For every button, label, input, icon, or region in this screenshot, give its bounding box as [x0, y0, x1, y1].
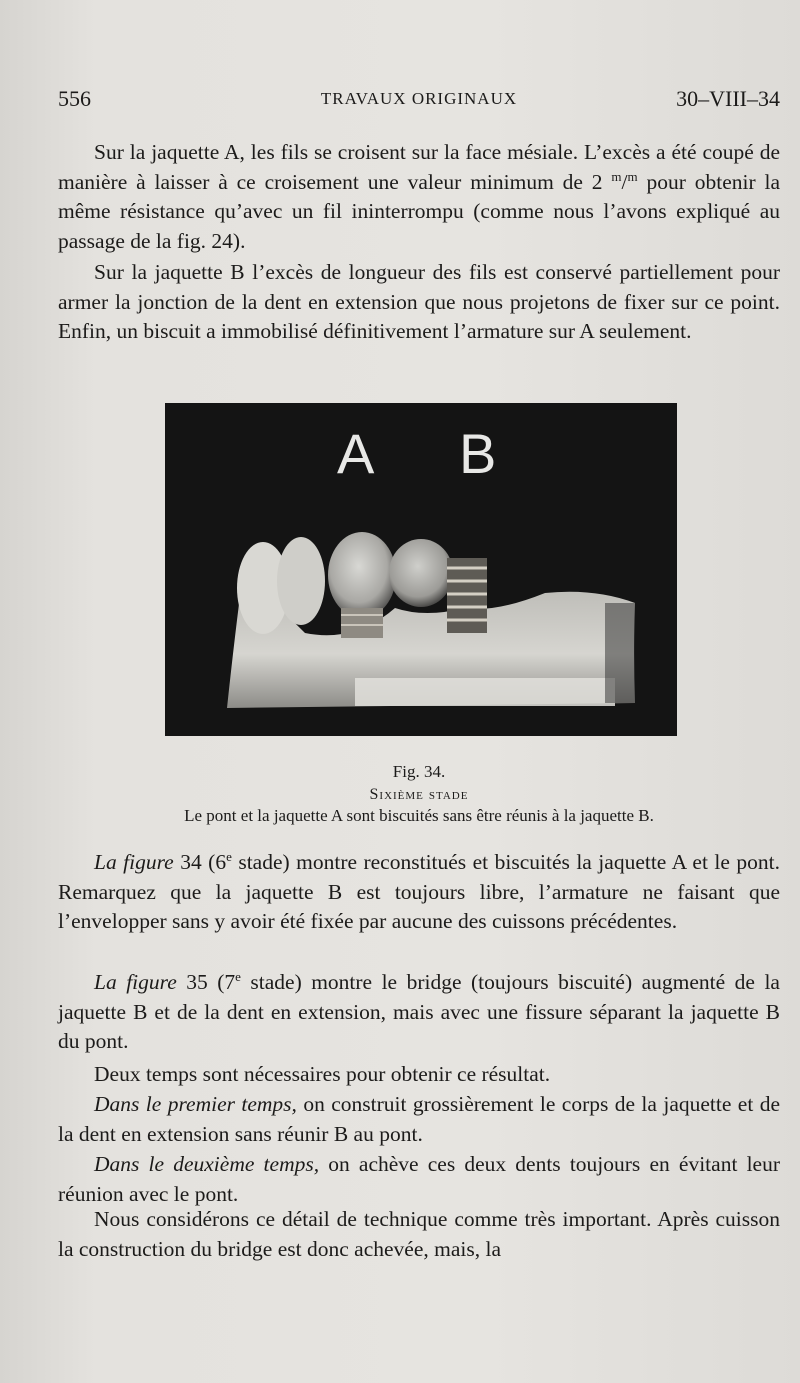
paragraph-2: Sur la jaquette B l’excès de longueur des fils est conservé partiellement pour armer la jonction de la dent en extension que nous projetons de fixer sur ce point. Enfin, un biscuit a immobilisé définitivement l’armature sur A seulement. — [58, 260, 780, 343]
paragraph-4 — [58, 968, 780, 1057]
p3-text-b: stade) montre reconstitués et biscuités la jaquette A et le pont. Remarquez que la jaquette B est toujours libre, l’armature ne faisant que l’envelopper sans y avoir été fixée par aucune des cuissons précédentes. — [58, 850, 780, 933]
p3-text-a: 34 (6 — [173, 850, 227, 874]
page-number: 556 — [58, 86, 91, 111]
paragraph-5: Deux temps sont nécessaires pour obtenir ce résultat. — [94, 1062, 551, 1086]
figure-label-b: B — [459, 422, 497, 485]
figure-caption-label: Fig. 34. — [392, 762, 446, 781]
figure-caption-stage: Sixième stade — [369, 786, 469, 803]
p7-text: on achève ces deux dents toujours en évitant leur réunion avec le pont. — [58, 1152, 780, 1206]
p1-text-a: Sur la jaquette A, les fils se croisent sur la face mésiale. L’excès a été coupé de manière à laisser à ce croisement une valeur minimum de 2 — [58, 140, 780, 194]
paragraph-8: Nous considérons ce détail de technique comme très important. Après cuisson la construction du bridge est donc achevée, mais, la — [58, 1207, 780, 1261]
paragraph-6 — [58, 1090, 780, 1149]
paragraph-7 — [58, 1150, 780, 1209]
p1-slash: / — [621, 169, 628, 194]
p3-sup: e — [226, 848, 232, 864]
p6-emphasis: Dans le premier temps, — [94, 1092, 297, 1116]
figure-34-photo — [165, 403, 677, 736]
paragraph-3 — [58, 848, 780, 937]
running-title: TRAVAUX ORIGINAUX — [320, 89, 518, 108]
p3-emphasis: La figure — [94, 850, 174, 874]
dental-bridge-photo — [165, 403, 677, 736]
p4-text-a: 35 (7 — [176, 970, 236, 994]
p1-sup-m2: m — [627, 168, 638, 184]
p1-sup-m1: m — [611, 168, 622, 184]
figure-label-a: A — [337, 422, 375, 485]
p6-text: on construit grossièrement le corps de la jaquette et de la dent en extension sans réunir B au pont. — [58, 1092, 781, 1146]
p4-emphasis: La figure — [94, 970, 177, 994]
p4-sup: e — [235, 968, 241, 984]
page-header — [58, 86, 780, 116]
p7-emphasis: Dans le deuxième temps, — [94, 1152, 320, 1176]
p4-text-b: stade) montre le bridge (toujours biscuité) augmenté de la jaquette B et de la dent en extension, mais avec une fissure séparant la jaquette B du pont. — [58, 970, 780, 1053]
paragraph-1 — [58, 138, 780, 256]
figure-caption-text: Le pont et la jaquette A sont biscuités sans être réunis à la jaquette B. — [184, 806, 654, 825]
header-date: 30–VIII–34 — [676, 86, 780, 111]
p1-text-b: pour obtenir la même résistance qu’avec un fil ininterrompu (comme nous l’avons expliqué au passage de la fig. 24). — [58, 169, 781, 253]
